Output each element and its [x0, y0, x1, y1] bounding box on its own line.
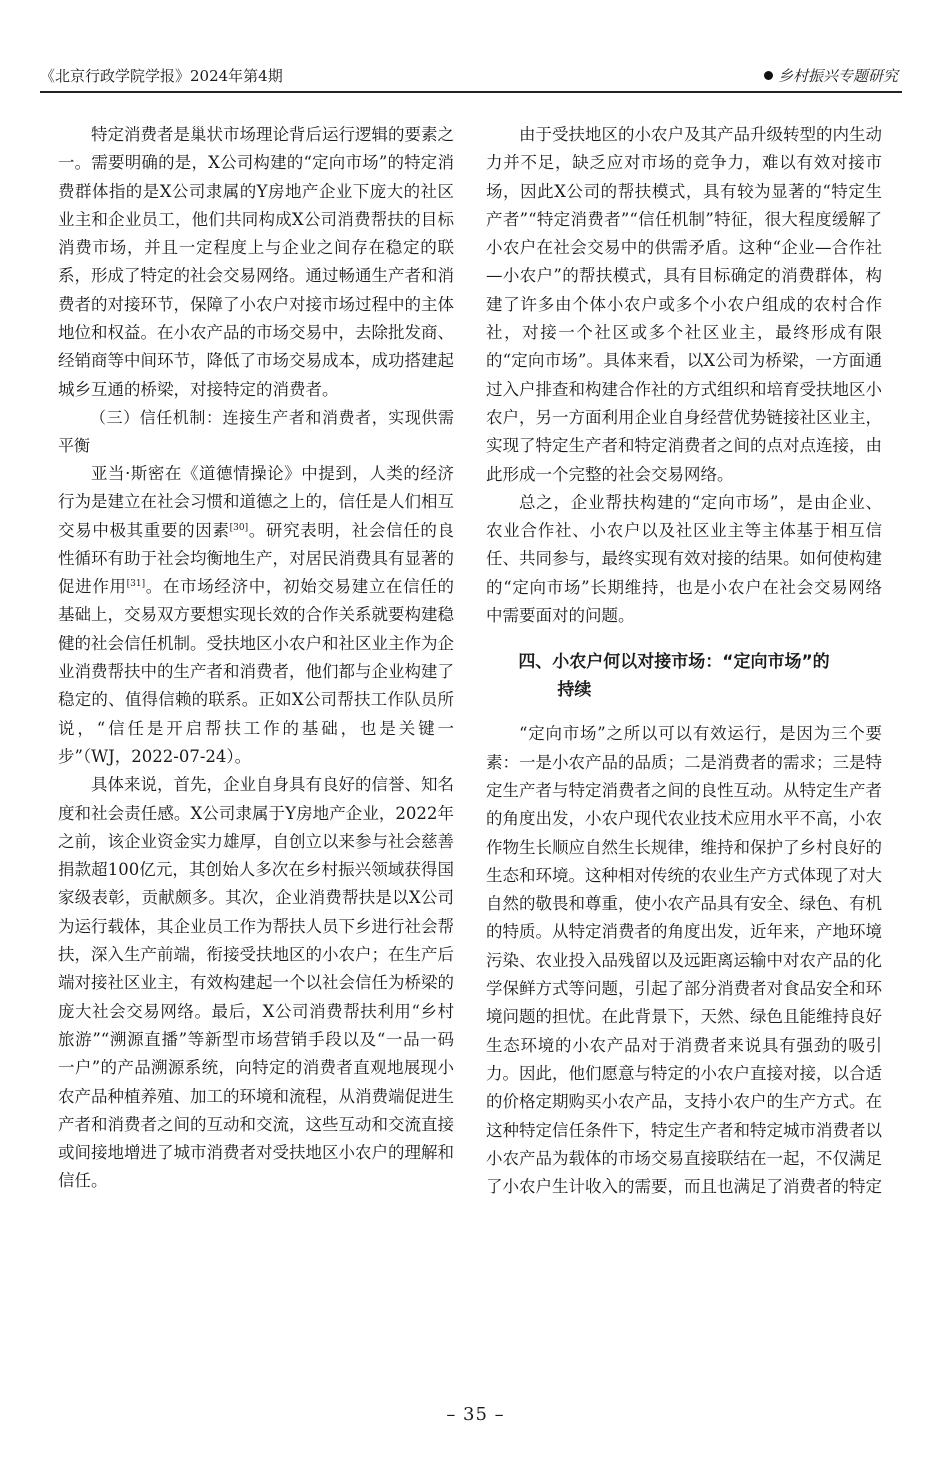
left-paragraph-2 [58, 460, 454, 771]
header-rule [40, 91, 902, 93]
bullet-dot-icon [764, 71, 773, 80]
left-paragraph-3: 具体来说，首先，企业自身具有良好的信誉、知名度和社会责任感。X公司隶属于Y房地产企业，2022年之前，该企业资金实力雄厚，自创立以来参与社会慈善捐款超100亿元，其创始人多次在乡村振兴领域获得国家级表彰，贡献颇多。其次，企业消费帮扶是以X公司为运行载体，其企业员工作为帮扶人员下乡进行社会帮扶，深入生产前端，衔接受扶地区的小农户；在生产后端对接社区业主，有效构建起一个以社会信任为桥梁的庞大社会交易网络。最后，X公司消费帮扶利用“乡村旅游”“溯源直播”等新型市场营销手段以及“一品一码一户”的产品溯源系统，向特定的消费者直观地展现小农产品种植养殖、加工的环境和流程，从消费端促进生产者和消费者之间的互动和交流，这些互动和交流直接或间接地增进了城市消费者对受扶地区小农户的理解和信任。 [58, 775, 454, 1191]
right-paragraph-3: “定向市场”之所以可以有效运行，是因为三个要素：一是小农产品的品质；二是消费者的需求；三是特定生产者与特定消费者之间的良性互动。从特定生产者的角度出发，小农户现代农业技术应用水平不高，小农作物生长顺应自然生长规律，维持和保护了乡村良好的生态和环境。这种相对传统的农业生产方式体现了对大自然的敬畏和尊重，使小农产品具有安全、绿色、有机的特质。从特定消费者的角度出发，近年来，产地环境污染、农业投入品残留以及远距离运输中对农产品的化学保鲜方式等问题，引起了部分消费者对食品安全和环境问题的担忧。在此背景下，天然、绿色且能维持良好生态环境的小农产品对于消费者来说具有强劲的吸引力。因此，他们愿意与特定的小农户直接对接，以合适的价格定期购买小农产品，支持小农户的生产方式。在这种特定信任条件下，特定生产者和特定城市消费者以小农产品为载体的市场交易直接联结在一起，不仅满足了小农户生计收入的需要，而且也满足了消费者的特定 [486, 724, 882, 1197]
journal-title: 《北京行政学院学报》2024年第4期 [40, 67, 283, 85]
page-number: – 35 – [446, 1404, 505, 1425]
right-paragraph-2: 总之，企业帮扶构建的“定向市场”，是由企业、农业合作社、小农户以及社区业主等主体基于相互信任、共同参与，最终实现有效对接的结果。如何使构建的“定向市场”长期维持，也是小农户在社会交易网络中需要面对的问题。 [486, 492, 882, 626]
section-text: 乡村振兴专题研究 [777, 67, 898, 85]
subheading-trust-mechanism: （三）信任机制：连接生产者和消费者，实现供需平衡 [58, 407, 454, 455]
heading-line-1: 四、小农户何以对接市场：“定向市场”的 [518, 652, 830, 673]
section-heading-4 [486, 648, 882, 704]
citation-ref: [31] [126, 579, 146, 590]
left-column [58, 121, 454, 1196]
right-column [486, 121, 882, 1201]
citation-ref: [30] [229, 522, 249, 533]
heading-line-2: 持续 [557, 680, 592, 701]
paragraph-text: 亚当·斯密在《道德情操论》中提到，人类的经济行为是建立在社会习惯和道德之上的，信任是人们相互交易中极其重要的因素 [58, 463, 454, 540]
paragraph-text: 。研究表明，社会信任的良性循环有助于社会均衡地生产，对居民消费具有显著的促进作用 [58, 520, 455, 597]
left-paragraph-1: 特定消费者是巢状市场理论背后运行逻辑的要素之一。需要明确的是，X公司构建的“定向市场”的特定消费群体指的是X公司隶属的Y房地产企业下庞大的社区业主和企业员工，他们共同构成X公司消费帮扶的目标消费市场，并且一定程度上与企业之间存在稳定的联系，形成了特定的社会交易网络。通过畅通生产者和消费者的对接环节，保障了小农户对接市场过程中的主体地位和权益。在小农产品的市场交易中，去除批发商、经销商等中间环节，降低了市场交易成本，成功搭建起城乡互通的桥梁，对接特定的消费者。 [58, 125, 454, 399]
section-label [764, 66, 898, 86]
running-header [40, 66, 902, 90]
right-paragraph-1: 由于受扶地区的小农户及其产品升级转型的内生动力并不足，缺乏应对市场的竞争力，难以有效对接市场，因此X公司的帮扶模式，具有较为显著的“特定生产者”“特定消费者”“信任机制”特征，很大程度缓解了小农户在社会交易中的供需矛盾。这种“企业—合作社—小农户”的帮扶模式，具有目标确定的消费群体，构建了许多由个体小农户或多个小农户组成的农村合作社，对接一个社区或多个社区业主，最终形成有限的“定向市场”。具体来看，以X公司为桥梁，一方面通过入户排查和构建合作社的方式组织和培育受扶地区小农户，另一方面利用企业自身经营优势链接社区业主，实现了特定生产者和特定消费者之间的点对点连接，由此形成一个完整的社会交易网络。 [486, 125, 882, 484]
paragraph-text: 。在市场经济中，初始交易建立在信任的基础上，交易双方要想实现长效的合作关系就要构建稳健的社会信任机制。受扶地区小农户和社区业主作为企业消费帮扶中的生产者和消费者，他们都与企业构建了稳定的、值得信赖的联系。正如X公司帮扶工作队员所说，“信任是开启帮扶工作的基础，也是关键一步”（WJ，2022-07-24）。 [58, 577, 455, 766]
